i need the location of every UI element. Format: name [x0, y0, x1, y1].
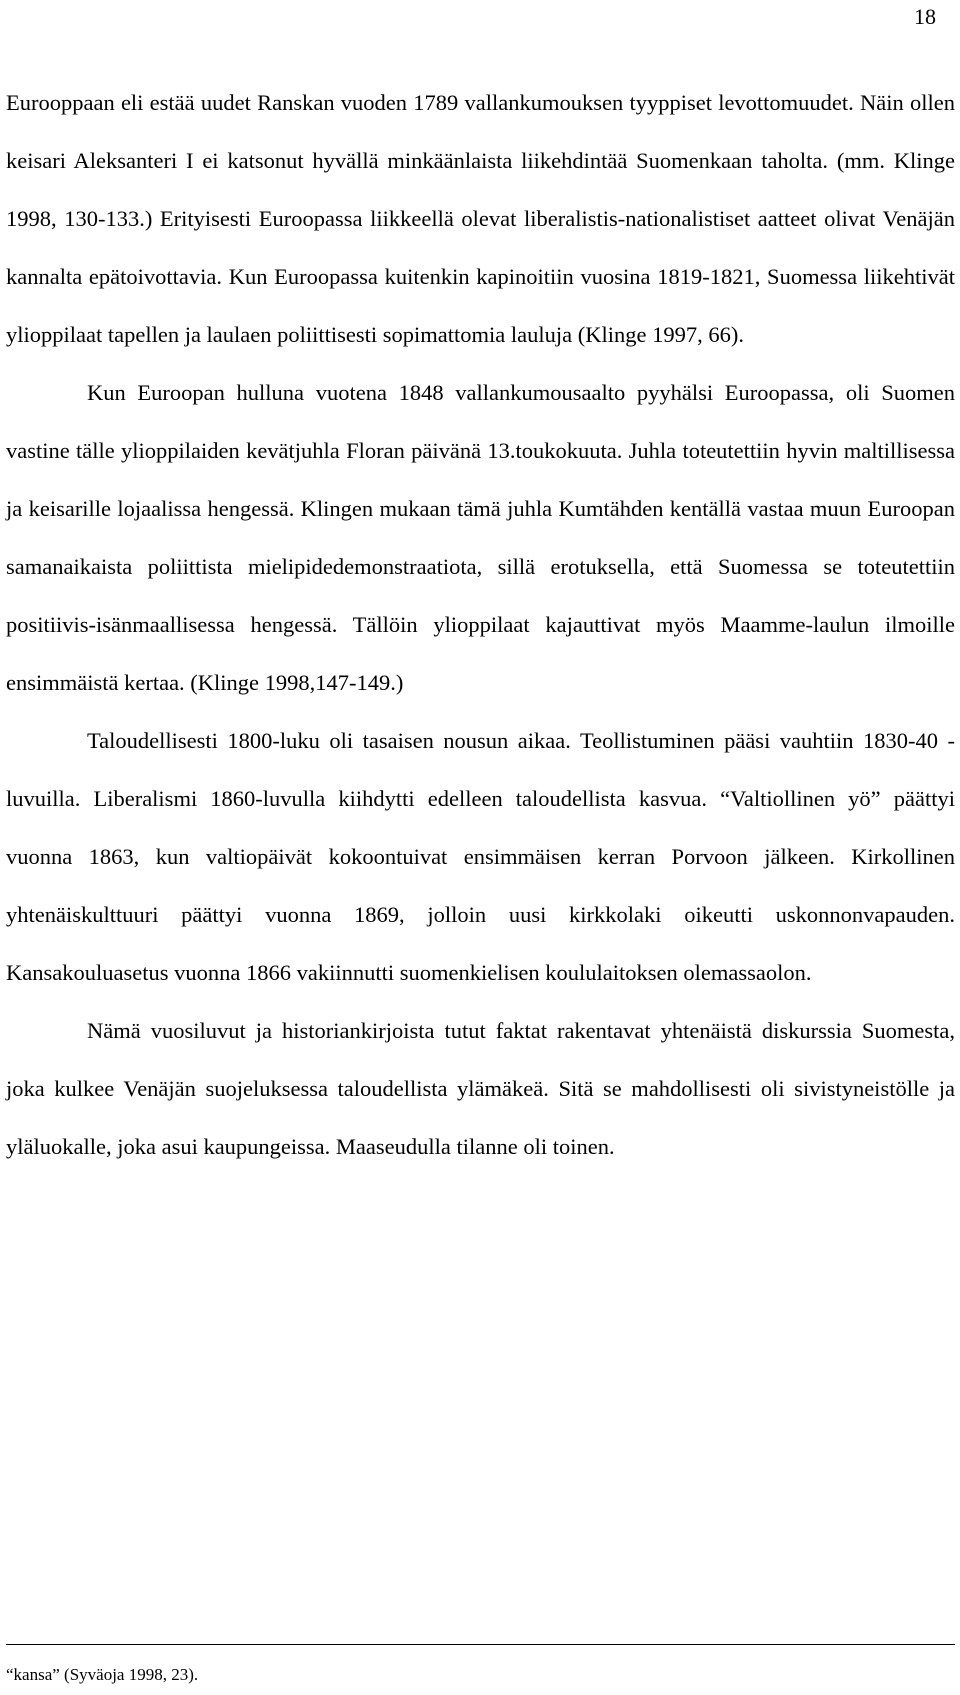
- footnote: “kansa” (Syväoja 1998, 23).: [6, 1665, 199, 1684]
- paragraph-2: Kun Euroopan hulluna vuotena 1848 vallankumousaalto pyyhälsi Euroopassa, oli Suomen vastine tälle ylioppilaiden kevätjuhla Floran päivänä 13.toukokuuta. Juhla toteutettiin hyvin maltillisessa ja keisarille lojaalissa hengessä. Klingen mukaan tämä juhla Kumtähden kentällä vastaa muun Euroopan samanaikaista poliittista mielipidedemonstraatiota, sillä erotuksella, että Suomessa se toteutettiin positiivis-isänmaallisessa hengessä. Tällöin ylioppilaat kajauttivat myös Maamme-laulun ilmoille ensimmäistä kertaa. (Klinge 1998,147-149.): [6, 380, 955, 695]
- footnote-divider: [6, 1644, 955, 1645]
- paragraph-1: Eurooppaan eli estää uudet Ranskan vuoden 1789 vallankumouksen tyyppiset levottomuudet. Näin ollen keisari Aleksanteri I ei katsonut hyvällä minkäänlaista liikehdintää Suomenkaan taholta. (mm. Klinge 1998, 130-133.) Erityisesti Euroopassa liikkeellä olevat liberalistis-nationalistiset aatteet olivat Venäjän kannalta epätoivottavia. Kun Euroopassa kuitenkin kapinoitiin vuosina 1819-1821, Suomessa liikehtivät ylioppilaat tapellen ja laulaen poliittisesti sopimattomia lauluja (Klinge 1997, 66).: [6, 90, 955, 347]
- body-text: [6, 74, 955, 1176]
- paragraph-3: Taloudellisesti 1800-luku oli tasaisen nousun aikaa. Teollistuminen pääsi vauhtiin 1830-40 -luvuilla. Liberalismi 1860-luvulla kiihdytti edelleen taloudellista kasvua. “Valtiollinen yö” päättyi vuonna 1863, kun valtiopäivät kokoontuivat ensimmäisen kerran Porvoon jälkeen. Kirkollinen yhtenäiskulttuuri päättyi vuonna 1869, jolloin uusi kirkkolaki oikeutti uskonnonvapauden. Kansakouluasetus vuonna 1866 vakiinnutti suomenkielisen koululaitoksen olemassaolon.: [6, 728, 955, 985]
- paragraph-4: Nämä vuosiluvut ja historiankirjoista tutut faktat rakentavat yhtenäistä diskurssia Suomesta, joka kulkee Venäjän suojeluksessa taloudellista ylämäkeä. Sitä se mahdollisesti oli sivistyneistölle ja yläluokalle, joka asui kaupungeissa. Maaseudulla tilanne oli toinen.: [6, 1018, 955, 1159]
- page-number: 18: [914, 4, 936, 29]
